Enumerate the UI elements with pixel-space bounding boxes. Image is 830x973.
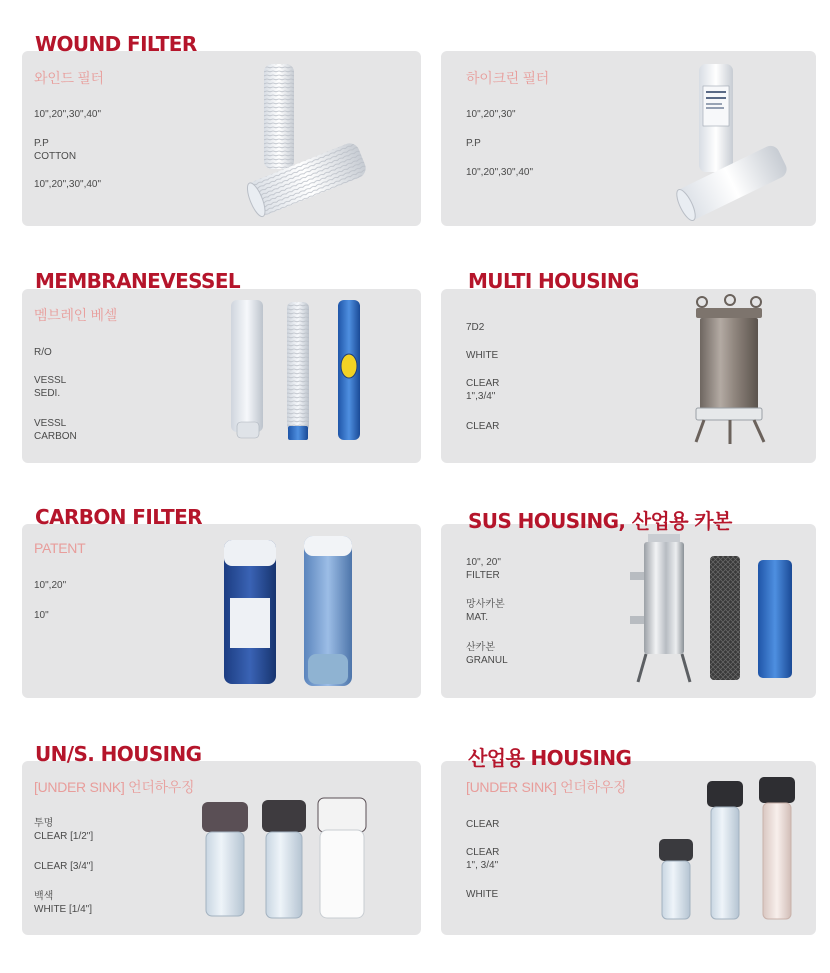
- section-subtitle: 멤브레인 베셀: [34, 307, 117, 323]
- section-title: 산업용 HOUSING: [468, 746, 632, 770]
- spec-item: VESSL SEDI.: [34, 375, 67, 399]
- spec-item: CLEAR 1",3/4": [466, 378, 500, 402]
- section-subtitle: [UNDER SINK] 언더하우징: [466, 779, 627, 795]
- spec-item: P.P: [466, 138, 481, 149]
- spec-item: 10",20": [34, 580, 67, 591]
- spec-item: 10": [34, 610, 49, 621]
- spec-item: 10",20",30": [466, 109, 516, 120]
- spec-item: 7D2: [466, 322, 485, 333]
- spec-item: 10", 20" FILTER: [466, 557, 501, 581]
- sus-housing-image: [628, 532, 803, 687]
- spec-item: 망사카본 MAT.: [466, 599, 505, 623]
- section-title: MEMBRANEVESSEL: [35, 269, 241, 293]
- section-title: CARBON FILTER: [35, 505, 202, 529]
- industrial-housing-image: [655, 775, 800, 923]
- multi-housing-image: [690, 292, 770, 450]
- section-title: SUS HOUSING, 산업용 카본: [468, 509, 732, 533]
- spec-item: P.P COTTON: [34, 138, 77, 162]
- section-subtitle: PATENT: [34, 540, 86, 556]
- spec-item: 투명 CLEAR [1/2"]: [34, 818, 94, 842]
- section-subtitle: 하이크린 필터: [466, 70, 549, 86]
- spec-item: VESSL CARBON: [34, 418, 77, 442]
- section-subtitle: [UNDER SINK] 언더하우징: [34, 779, 195, 795]
- spec-item: WHITE: [466, 889, 499, 900]
- spec-item: 10",20",30",40": [34, 109, 102, 120]
- carbon-filter-image: [220, 534, 360, 689]
- section-subtitle: 와인드 필터: [34, 70, 104, 86]
- under-sink-housing-image: [196, 792, 376, 922]
- spec-item: 10",20",30",40": [466, 167, 534, 178]
- spec-item: WHITE: [466, 350, 499, 361]
- spec-item: R/O: [34, 347, 52, 358]
- membrane-vessel-image: [225, 296, 370, 446]
- section-title: MULTI HOUSING: [468, 269, 639, 293]
- spec-item: CLEAR [3/4"]: [34, 861, 94, 872]
- spec-item: CLEAR: [466, 421, 500, 432]
- spec-item: 산카본 GRANUL: [466, 642, 508, 666]
- hi-clean-filter-image: [675, 60, 790, 215]
- section-title: WOUND FILTER: [35, 32, 197, 56]
- spec-item: 백색 WHITE [1/4"]: [34, 891, 93, 915]
- spec-item: CLEAR 1", 3/4": [466, 847, 500, 871]
- spec-item: CLEAR: [466, 819, 500, 830]
- section-title: UN/S. HOUSING: [35, 742, 202, 766]
- wound-filter-image: [240, 58, 370, 218]
- spec-item: 10",20",30",40": [34, 179, 102, 190]
